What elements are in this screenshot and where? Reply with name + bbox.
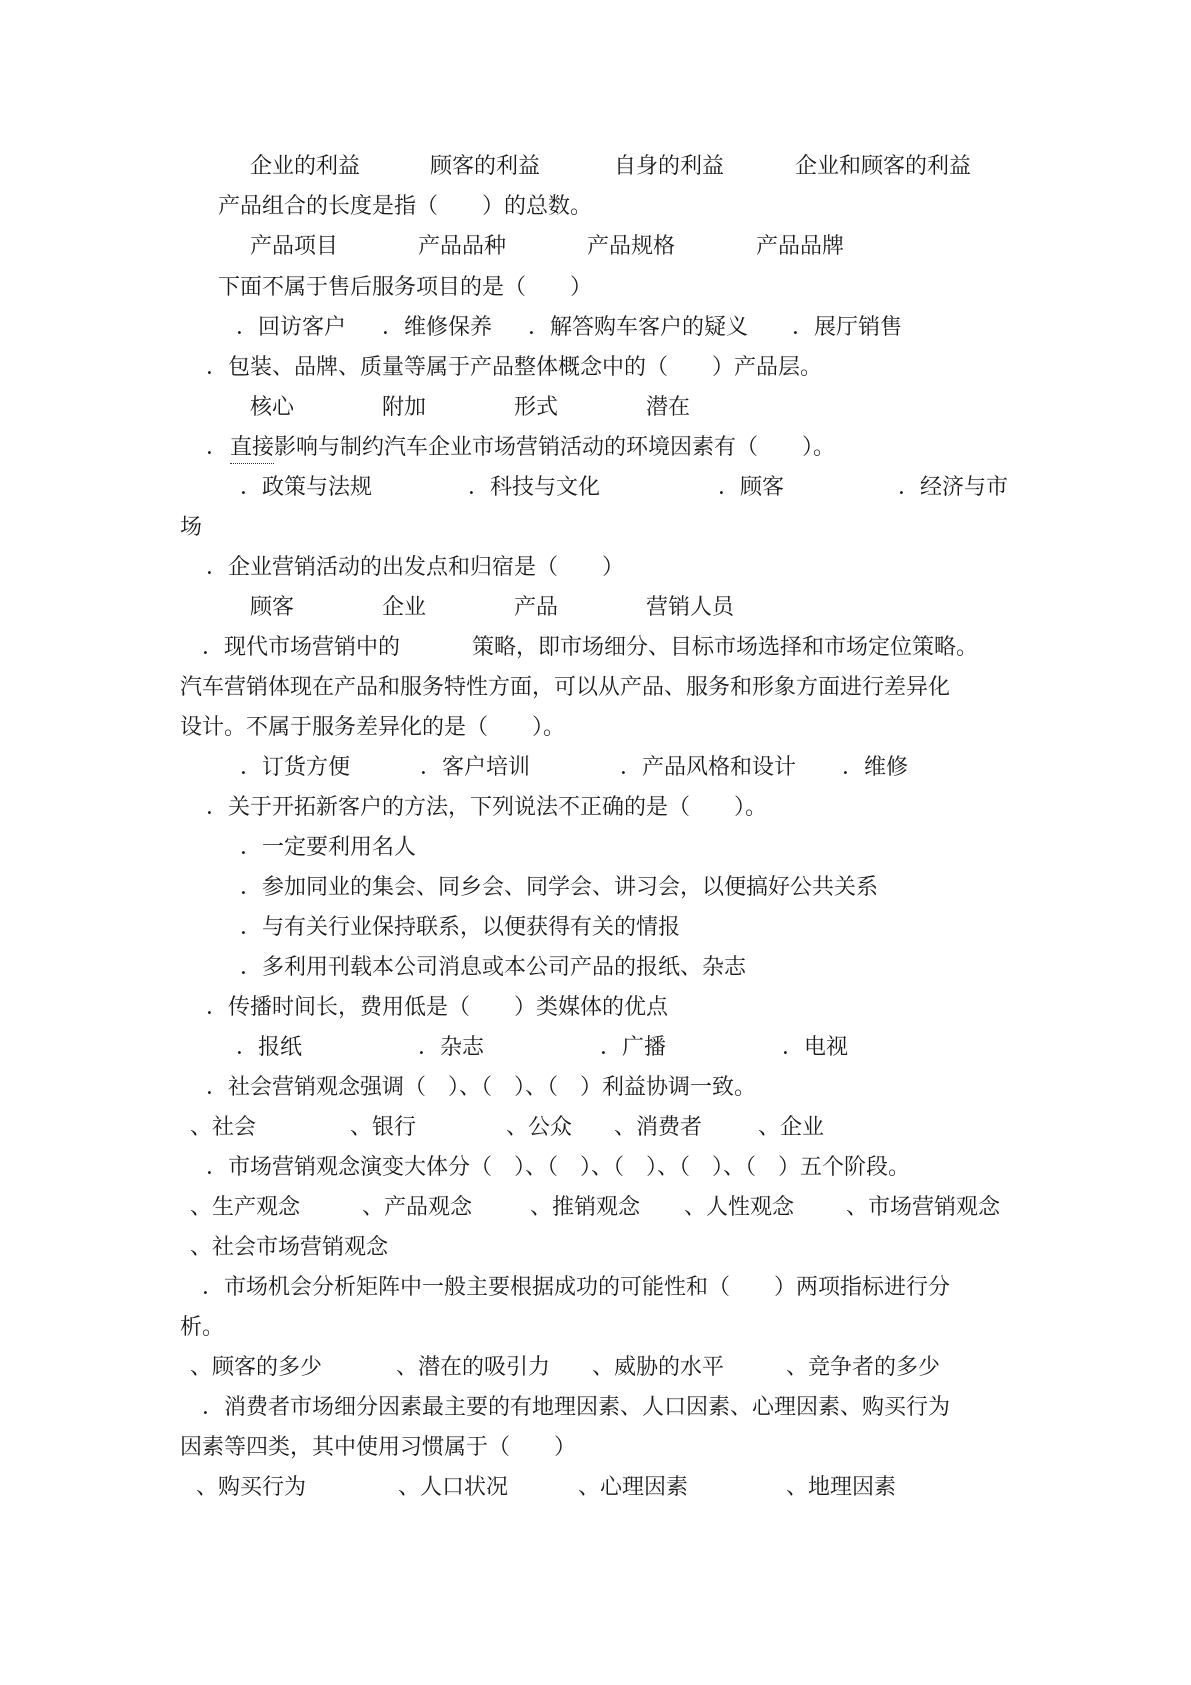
- option: 、社会市场营销观念: [190, 1235, 389, 1260]
- option: ．一定要利用名人: [240, 835, 417, 860]
- question-text: 下面不属于售后服务项目的是（ ）: [218, 275, 593, 300]
- option: 、购买行为: [196, 1475, 307, 1500]
- option: 潜在: [646, 395, 691, 420]
- text: 设计。不属于服务差异化的是（ ）。: [180, 715, 566, 740]
- option: 企业的利益: [250, 154, 361, 179]
- option: 、产品观念: [362, 1195, 473, 1220]
- option: 营销人员: [646, 595, 735, 620]
- question-text: 产品组合的长度是指（ ）的总数。: [218, 194, 593, 219]
- option: ．杂志: [418, 1035, 485, 1060]
- option: ．顾客: [718, 475, 785, 500]
- option: ．电视: [782, 1035, 849, 1060]
- option: ．产品风格和设计: [620, 755, 797, 780]
- option: ．解答购车客户的疑义: [528, 315, 749, 340]
- option: ．展厅销售: [792, 315, 903, 340]
- option: 、潜在的吸引力: [396, 1355, 551, 1380]
- option: 、企业: [758, 1115, 825, 1140]
- option: ．科技与文化: [468, 475, 601, 500]
- option: ．维修保养: [382, 315, 493, 340]
- option: 企业: [382, 595, 427, 620]
- option: ．报纸: [236, 1035, 303, 1060]
- question-text: ．市场机会分析矩阵中一般主要根据成功的可能性和（ ）两项指标进行分: [202, 1275, 951, 1300]
- option: 、心理因素: [578, 1475, 689, 1500]
- question-number-dot: ．: [206, 435, 229, 460]
- option: 、威胁的水平: [592, 1355, 725, 1380]
- option: ．参加同业的集会、同乡会、同学会、讲习会，以便搞好公共关系: [240, 875, 879, 900]
- option: ．多利用刊载本公司消息或本公司产品的报纸、杂志: [240, 955, 747, 980]
- option: 形式: [514, 395, 559, 420]
- option: 、生产观念: [190, 1195, 301, 1220]
- option: 、社会: [190, 1115, 257, 1140]
- option: 、公众: [506, 1115, 573, 1140]
- option: 产品品种: [418, 234, 507, 259]
- option: ．经济与市: [898, 475, 1009, 500]
- option: 自身的利益: [614, 154, 725, 179]
- marked-word: 直接: [230, 433, 274, 464]
- option: ．与有关行业保持联系，以便获得有关的情报: [240, 915, 681, 940]
- option: ．维修: [842, 755, 909, 780]
- option: 产品项目: [250, 234, 339, 259]
- question-text: ．关于开拓新客户的方法，下列说法不正确的是（ ）。: [206, 795, 768, 820]
- option: 产品规格: [587, 234, 676, 259]
- option: 核心: [250, 395, 295, 420]
- question-text: ．消费者市场细分因素最主要的有地理因素、人口因素、心理因素、购买行为: [202, 1395, 951, 1420]
- question-text: ．社会营销观念强调（ ）、（ ）、（ ）利益协调一致。: [206, 1075, 757, 1100]
- question-text: ．企业营销活动的出发点和归宿是（ ）: [206, 555, 625, 580]
- question-text: ．现代市场营销中的: [202, 635, 401, 660]
- option: 、人口状况: [398, 1475, 509, 1500]
- option: 、人性观念: [684, 1195, 795, 1220]
- option: 、竞争者的多少: [786, 1355, 941, 1380]
- question-text: ．包装、品牌、质量等属于产品整体概念中的（ ）产品层。: [206, 355, 823, 380]
- option: ．客户培训: [420, 755, 531, 780]
- option: 产品品牌: [756, 234, 845, 259]
- option: ．政策与法规: [240, 475, 373, 500]
- option: ．广播: [600, 1035, 667, 1060]
- option: 顾客的利益: [430, 154, 541, 179]
- option: 附加: [382, 395, 427, 420]
- option: ．订货方便: [240, 755, 351, 780]
- option: 、市场营销观念: [846, 1195, 1001, 1220]
- option: 、推销观念: [530, 1195, 641, 1220]
- question-text: ．传播时间长，费用低是（ ）类媒体的优点: [206, 995, 669, 1020]
- option: 企业和顾客的利益: [795, 154, 972, 179]
- option: 、顾客的多少: [190, 1355, 323, 1380]
- text: 场: [180, 515, 203, 540]
- question-text: 影响与制约汽车企业市场营销活动的环境因素有（ ）。: [274, 435, 836, 460]
- option: 产品: [514, 595, 559, 620]
- text: 析。: [180, 1315, 225, 1340]
- question-text: ．市场营销观念演变大体分（ ）、（ ）、（ ）、（ ）、（ ）五个阶段。: [206, 1155, 911, 1180]
- question-text: 策略，即市场细分、目标市场选择和市场定位策略。: [472, 635, 979, 660]
- option: 、地理因素: [786, 1475, 897, 1500]
- option: 顾客: [250, 595, 295, 620]
- option: 、消费者: [614, 1115, 703, 1140]
- option: ．回访客户: [236, 315, 347, 340]
- text: 汽车营销体现在产品和服务特性方面，可以从产品、服务和形象方面进行差异化: [180, 675, 951, 700]
- text: 因素等四类，其中使用习惯属于（ ）: [180, 1435, 577, 1460]
- option: 、银行: [350, 1115, 417, 1140]
